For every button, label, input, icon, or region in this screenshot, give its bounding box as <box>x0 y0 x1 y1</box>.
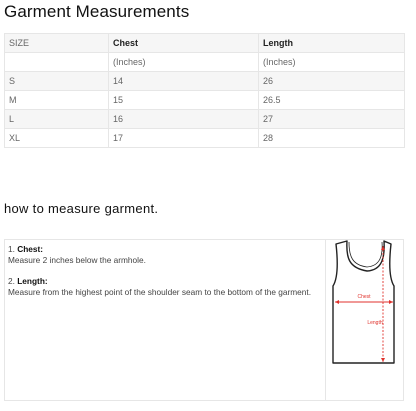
cell-size: S <box>5 72 109 91</box>
header-size: SIZE <box>5 34 109 53</box>
header-chest: Chest <box>109 34 259 53</box>
table-row <box>5 110 405 129</box>
measure-instructions <box>8 244 326 308</box>
cell-size: L <box>5 110 109 129</box>
instruction-chest <box>8 244 326 266</box>
length-label: Length <box>367 320 383 326</box>
units-size <box>5 53 109 72</box>
instruction-number: 2. <box>8 276 15 286</box>
instruction-heading <box>8 244 326 255</box>
cell-length: 27 <box>259 110 405 129</box>
chest-label: Chest <box>357 294 371 300</box>
size-table <box>4 33 405 148</box>
instruction-length <box>8 276 326 298</box>
neckline-icon <box>349 242 382 267</box>
page-title: Garment Measurements <box>4 2 190 21</box>
cell-chest: 15 <box>109 91 259 110</box>
table-row <box>5 72 405 91</box>
section-subtitle: how to measure garment. <box>4 201 159 216</box>
cell-size: M <box>5 91 109 110</box>
units-length: (Inches) <box>259 53 405 72</box>
cell-chest: 14 <box>109 72 259 91</box>
instruction-label: Length: <box>17 276 48 286</box>
table-header-row <box>5 34 405 53</box>
measure-guide <box>4 239 404 401</box>
cell-length: 28 <box>259 129 405 148</box>
cell-size: XL <box>5 129 109 148</box>
cell-chest: 16 <box>109 110 259 129</box>
tank-top-svg <box>327 240 403 400</box>
cell-chest: 17 <box>109 129 259 148</box>
cell-length: 26.5 <box>259 91 405 110</box>
guide-divider <box>325 240 326 400</box>
instruction-description: Measure 2 inches below the armhole. <box>8 255 146 265</box>
table-units-row <box>5 53 405 72</box>
instruction-number: 1. <box>8 244 15 254</box>
cell-length: 26 <box>259 72 405 91</box>
instruction-description: Measure from the highest point of the shoulder seam to the bottom of the garment. <box>8 287 312 297</box>
instruction-label: Chest: <box>17 244 44 254</box>
instruction-heading <box>8 276 326 287</box>
units-chest: (Inches) <box>109 53 259 72</box>
table-row <box>5 129 405 148</box>
tank-top-diagram <box>327 240 403 400</box>
header-length: Length <box>259 34 405 53</box>
table-row <box>5 91 405 110</box>
